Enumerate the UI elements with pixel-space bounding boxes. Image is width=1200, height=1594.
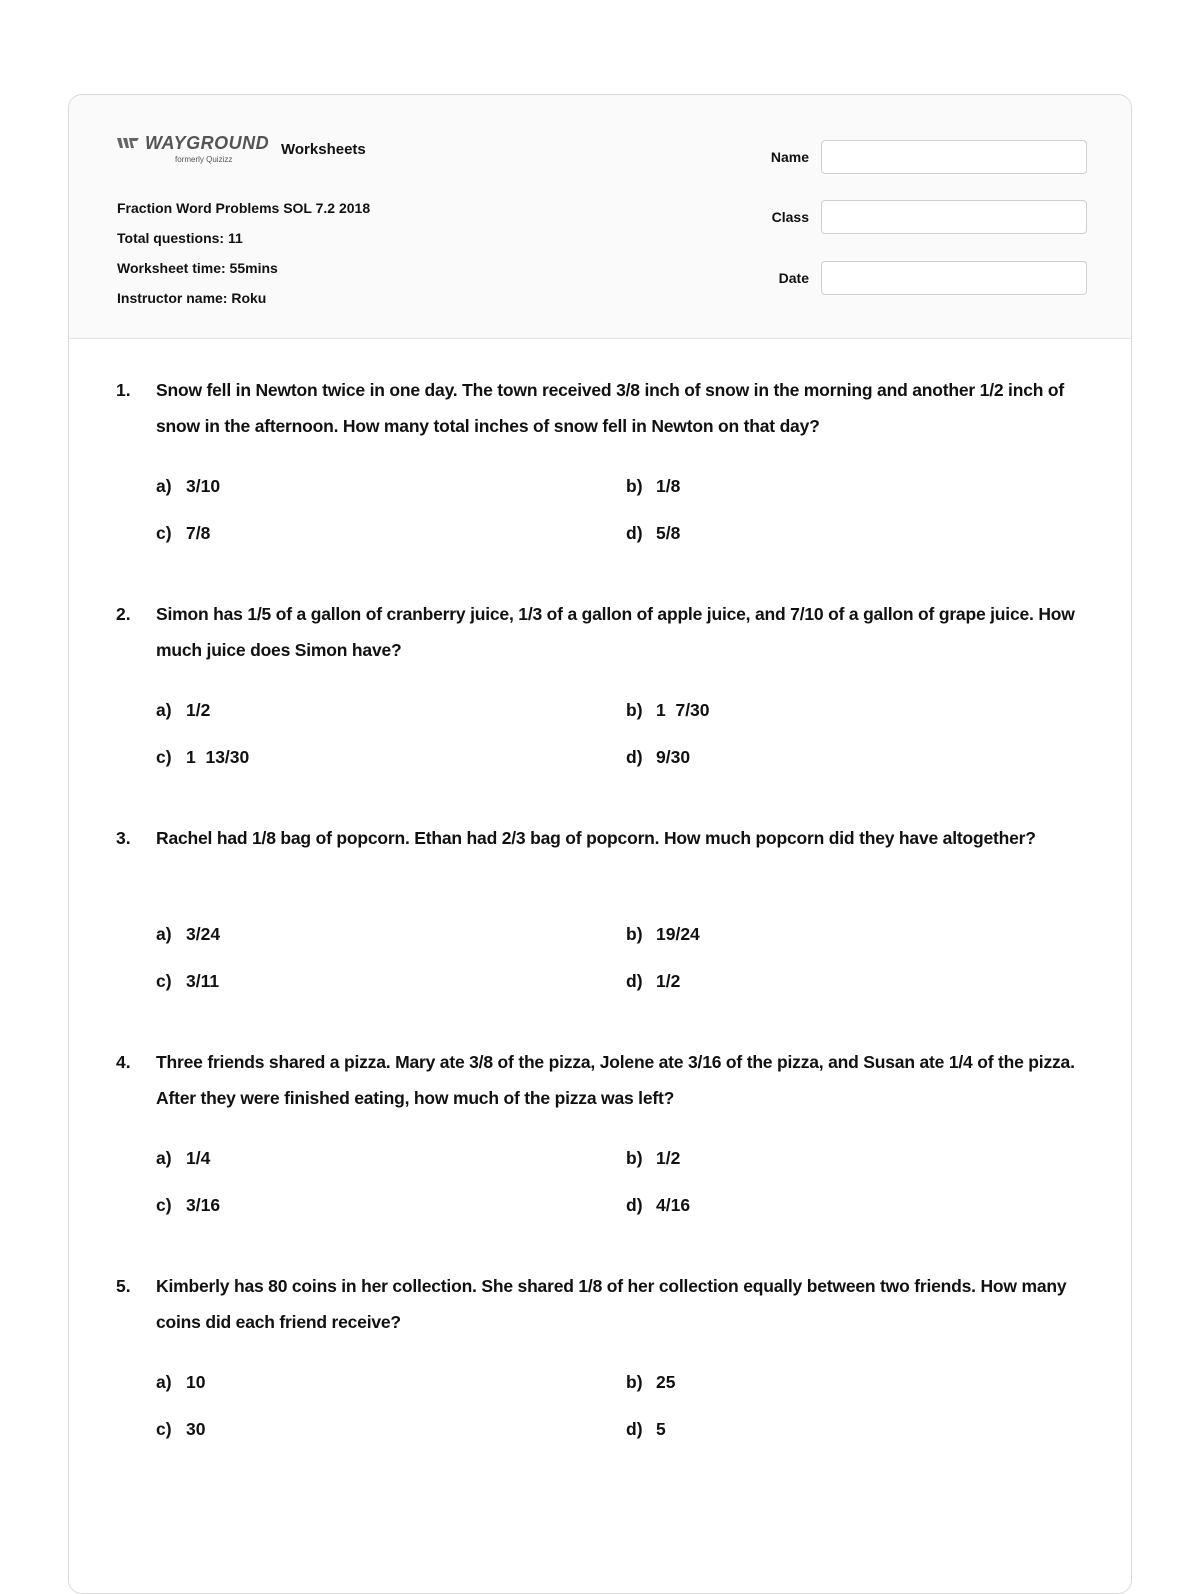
question-3: [116, 820, 1086, 1044]
option-text: 1 7/30: [656, 700, 710, 720]
option-text: 3/10: [186, 476, 221, 496]
option-text: 3/16: [186, 1195, 221, 1215]
option-text: 19/24: [656, 924, 700, 944]
worksheet-time: Worksheet time: 55mins: [117, 260, 278, 276]
option-text: 1/2: [656, 971, 681, 991]
option-text: 1/2: [186, 700, 211, 720]
name-field-row: [729, 139, 1087, 175]
option-d[interactable]: [626, 1193, 690, 1217]
question-text: Snow fell in Newton twice in one day. The town received 3/8 inch of snow in the morning and another 1/2 inch of snow in the afternoon. How many total inches of snow fell in Newton on that day?: [156, 380, 1065, 436]
option-text: 5/8: [656, 523, 681, 543]
question-number: 5.: [116, 1276, 131, 1296]
option-a[interactable]: [156, 1146, 210, 1170]
option-c[interactable]: [156, 745, 249, 769]
date-field-row: [729, 260, 1087, 296]
option-a[interactable]: [156, 698, 210, 722]
option-letter: d): [626, 747, 643, 767]
option-text: 25: [656, 1372, 676, 1392]
option-b[interactable]: [626, 474, 680, 498]
option-text: 7/8: [186, 523, 211, 543]
wayground-logo: [117, 133, 269, 165]
option-c[interactable]: [156, 1193, 220, 1217]
name-field[interactable]: [821, 140, 1087, 174]
option-letter: c): [156, 971, 172, 991]
option-text: 4/16: [656, 1195, 691, 1215]
option-d[interactable]: [626, 1417, 666, 1441]
option-text: 3/11: [186, 971, 220, 991]
option-text: 1/8: [656, 476, 681, 496]
option-text: 5: [656, 1419, 666, 1439]
date-label: Date: [778, 270, 809, 286]
option-text: 1 13/30: [186, 747, 250, 767]
option-letter: a): [156, 1372, 172, 1392]
question-1: [116, 372, 1086, 596]
question-text: Kimberly has 80 coins in her collection. She shared 1/8 of her collection equally between two friends. How many coins did each friend receive?: [156, 1276, 1067, 1332]
class-label: Class: [771, 209, 809, 225]
option-b[interactable]: [626, 1370, 675, 1394]
option-letter: b): [626, 700, 643, 720]
question-text: Rachel had 1/8 bag of popcorn. Ethan had 2/3 bag of popcorn. How much popcorn did they have altogether?: [156, 828, 1036, 848]
question-4: [116, 1044, 1086, 1268]
option-c[interactable]: [156, 969, 219, 993]
option-b[interactable]: [626, 922, 700, 946]
option-letter: b): [626, 924, 643, 944]
option-c[interactable]: [156, 1417, 205, 1441]
option-letter: a): [156, 476, 172, 496]
option-letter: a): [156, 1148, 172, 1168]
option-a[interactable]: [156, 922, 220, 946]
option-letter: a): [156, 700, 172, 720]
option-letter: d): [626, 971, 643, 991]
question-list: [116, 372, 1086, 1492]
option-text: 10: [186, 1372, 206, 1392]
option-d[interactable]: [626, 969, 680, 993]
question-number: 1.: [116, 380, 131, 400]
question-number: 4.: [116, 1052, 131, 1072]
total-questions: Total questions: 11: [117, 230, 243, 246]
name-label: Name: [770, 149, 809, 165]
option-letter: c): [156, 747, 172, 767]
option-text: 30: [186, 1419, 206, 1439]
option-letter: d): [626, 1419, 643, 1439]
question-number: 3.: [116, 828, 131, 848]
option-letter: b): [626, 1372, 643, 1392]
option-a[interactable]: [156, 474, 220, 498]
question-5: [116, 1268, 1086, 1492]
question-text: Simon has 1/5 of a gallon of cranberry juice, 1/3 of a gallon of apple juice, and 7/10 of a gallon of grape juice. How much juice does Simon have?: [156, 604, 1075, 660]
option-b[interactable]: [626, 1146, 680, 1170]
worksheet-title: Fraction Word Problems SOL 7.2 2018: [117, 200, 371, 216]
option-d[interactable]: [626, 521, 680, 545]
option-letter: c): [156, 1419, 172, 1439]
brand-name: WAYGROUND: [145, 133, 270, 153]
option-letter: b): [626, 476, 643, 496]
option-text: 1/2: [656, 1148, 681, 1168]
option-letter: d): [626, 1195, 643, 1215]
instructor-name: Instructor name: Roku: [117, 290, 267, 306]
option-text: 3/24: [186, 924, 221, 944]
brand-subtitle: formerly Quizizz: [175, 155, 233, 164]
worksheet-header: [69, 95, 1131, 339]
class-field[interactable]: [821, 200, 1087, 234]
product-name: Worksheets: [281, 141, 366, 158]
question-text: Three friends shared a pizza. Mary ate 3/8 of the pizza, Jolene ate 3/16 of the pizza, and Susan ate 1/4 of the pizza. After they were finished eating, how much of the pizza was left?: [156, 1052, 1075, 1108]
class-field-row: [729, 199, 1087, 235]
option-c[interactable]: [156, 521, 210, 545]
option-b[interactable]: [626, 698, 710, 722]
option-text: 9/30: [656, 747, 691, 767]
wayground-logo-icon: [117, 136, 139, 150]
question-number: 2.: [116, 604, 131, 624]
date-field[interactable]: [821, 261, 1087, 295]
option-letter: d): [626, 523, 643, 543]
option-letter: c): [156, 523, 172, 543]
option-a[interactable]: [156, 1370, 205, 1394]
option-d[interactable]: [626, 745, 690, 769]
option-letter: b): [626, 1148, 643, 1168]
question-2: [116, 596, 1086, 820]
worksheet-meta: [117, 193, 370, 313]
option-letter: c): [156, 1195, 172, 1215]
option-text: 1/4: [186, 1148, 211, 1168]
option-letter: a): [156, 924, 172, 944]
